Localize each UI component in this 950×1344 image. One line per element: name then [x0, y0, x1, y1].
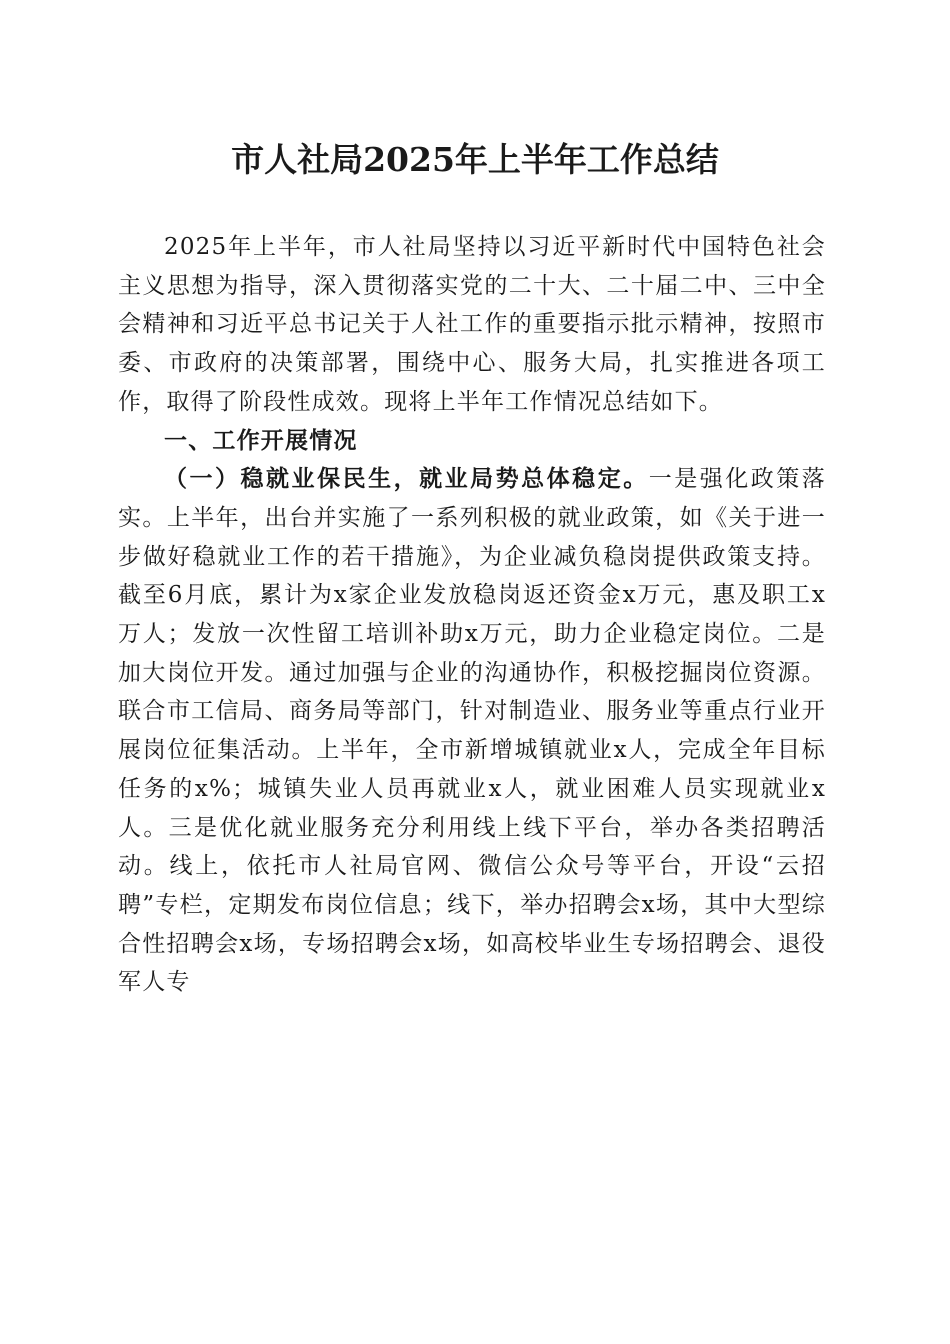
section-heading-work-progress: 一、工作开展情况: [164, 426, 358, 454]
document-body: [118, 228, 826, 1002]
intro-paragraph: 2025年上半年，市人社局坚持以习近平新时代中国特色社会主义思想为指导，深入贯彻落实党的二十大、二十届二中、三中全会精神和习近平总书记关于人社工作的重要指示批示精神，按照市委、市政府的决策部署，围绕中心、服务大局，扎实推进各项工作，取得了阶段性成效。现将上半年工作情况总结如下。: [118, 234, 826, 415]
subsection-employment-lead: （一）稳就业保民生，就业局势总体稳定。: [164, 465, 649, 493]
subsection-employment-paragraph: [118, 460, 826, 1002]
document-title: 市人社局2025年上半年工作总结: [231, 140, 719, 179]
subsection-employment-body: 一是强化政策落实。上半年，出台并实施了一系列积极的就业政策，如《关于进一步做好稳就业工作的若干措施》，为企业减负稳岗提供政策支持。截至6月底，累计为x家企业发放稳岗返还资金x万元，惠及职工x万人；发放一次性留工培训补助x万元，助力企业稳定岗位。二是加大岗位开发。通过加强与企业的沟通协作，积极挖掘岗位资源。联合市工信局、商务局等部门，针对制造业、服务业等重点行业开展岗位征集活动。上半年，全市新增城镇就业x人，完成全年目标任务的x%；城镇失业人员再就业x人，就业困难人员实现就业x人。三是优化就业服务充分利用线上线下平台，举办各类招聘活动。线上，依托市人社局官网、微信公众号等平台，开设“云招聘”专栏，定期发布岗位信息；线下，举办招聘会x场，其中大型综合性招聘会x场，专场招聘会x场，如高校毕业生专场招聘会、退役军人专: [118, 466, 826, 996]
